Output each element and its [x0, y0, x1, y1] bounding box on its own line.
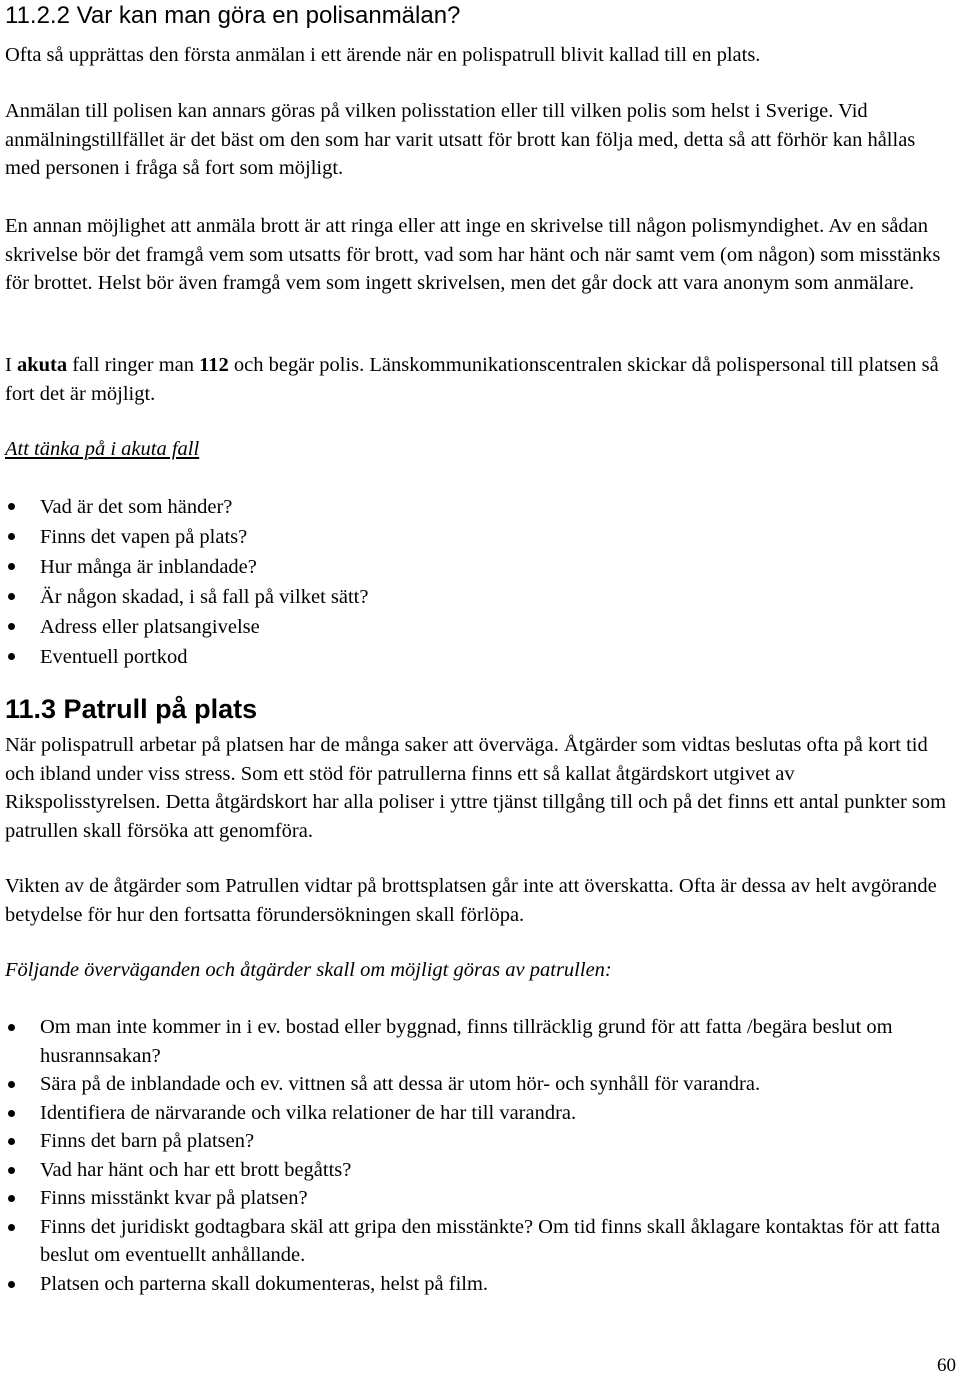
list-item: Är någon skadad, i så fall på vilket sätt?: [0, 582, 955, 612]
page-number: 60: [937, 1355, 956, 1376]
list-item: Finns misstänkt kvar på platsen?: [0, 1184, 955, 1213]
section2-heading: 11.3 Patrull på plats: [5, 694, 258, 724]
paragraph-patrol-work: När polispatrull arbetar på platsen har de många saker att överväga. Åtgärder som vidtas beslutas ofta på kort tid och ibland under viss stress. Som ett stöd för patrullerna finns ett så kallat åtgärdskort utgivet av Rikspolisstyrelsen. Detta åtgärdskort har alla poliser i yttre tjänst tillgång till och på det finns ett antal punkter som patrullen skall försöka att genomföra.: [5, 734, 947, 842]
p4-bold-akuta: akuta: [16, 354, 68, 376]
list-item: Vad har hänt och har ett brott begåtts?: [0, 1156, 955, 1185]
paragraph-first-report: Ofta så upprättas den första anmälan i ett ärende när en polispatrull blivit kallad till en plats.: [5, 44, 761, 66]
p4-pre: I: [5, 354, 17, 376]
acute-subheading: Att tänka på i akuta fall: [5, 438, 200, 460]
list-item: Adress eller platsangivelse: [0, 612, 955, 642]
list-item: Om man inte kommer in i ev. bostad eller byggnad, finns tillräcklig grund för att fatta /begära beslut om husrannsakan?: [0, 1013, 955, 1070]
list-item: Finns det juridiskt godtagbara skäl att gripa den misstänkte? Om tid finns skall åklagare kontaktas för att fatta beslut om eventuellt anhållande.: [0, 1213, 955, 1270]
p4-mid: fall ringer man: [67, 354, 200, 376]
paragraph-acute-cases: [5, 351, 955, 408]
measures-checklist: [0, 1013, 955, 1298]
p4-post: och begär polis. Länskommunikationscentralen skickar då polispersonal till platsen så fort det är möjligt.: [5, 354, 939, 405]
list-item: Finns det barn på platsen?: [0, 1127, 955, 1156]
list-item: Sära på de inblandade och ev. vittnen så att dessa är utom hör- och synhåll för varandra.: [0, 1070, 955, 1099]
p4-bold-112: 112: [199, 354, 229, 376]
list-item: Platsen och parterna skall dokumenteras, helst på film.: [0, 1270, 955, 1299]
acute-checklist: [0, 492, 955, 672]
list-item: Vad är det som händer?: [0, 492, 955, 522]
list-item: Finns det vapen på plats?: [0, 522, 955, 552]
paragraph-where-to-report: Anmälan till polisen kan annars göras på vilken polisstation eller till vilken polis som helst i Sverige. Vid anmälningstillfället är det bäst om den som har varit utsatt för brott kan följa med, detta så att förhör kan hållas med personen i fråga så fort som möjligt.: [5, 100, 916, 179]
paragraph-importance: Vikten av de åtgärder som Patrullen vidtar på brottsplatsen går inte att överskatta. Ofta är dessa av helt avgörande betydelse för hur den fortsatta förundersökningen skall förlöpa.: [5, 875, 937, 926]
measures-subheading: Följande överväganden och åtgärder skall om möjligt göras av patrullen:: [5, 959, 612, 981]
section-heading: 11.2.2 Var kan man göra en polisanmälan?: [5, 2, 461, 29]
list-item: Eventuell portkod: [0, 642, 955, 672]
list-item: Hur många är inblandade?: [0, 552, 955, 582]
list-item: Identifiera de närvarande och vilka relationer de har till varandra.: [0, 1099, 955, 1128]
paragraph-written-report: En annan möjlighet att anmäla brott är att ringa eller att inge en skrivelse till någon polismyndighet. Av en sådan skrivelse bör det framgå vem som utsatts för brott, vad som har hänt och när samt vem (om någon) som misstänks för brottet. Helst bör även framgå vem som ingett skrivelsen, men det går dock att vara anonym som anmälare.: [5, 215, 941, 294]
